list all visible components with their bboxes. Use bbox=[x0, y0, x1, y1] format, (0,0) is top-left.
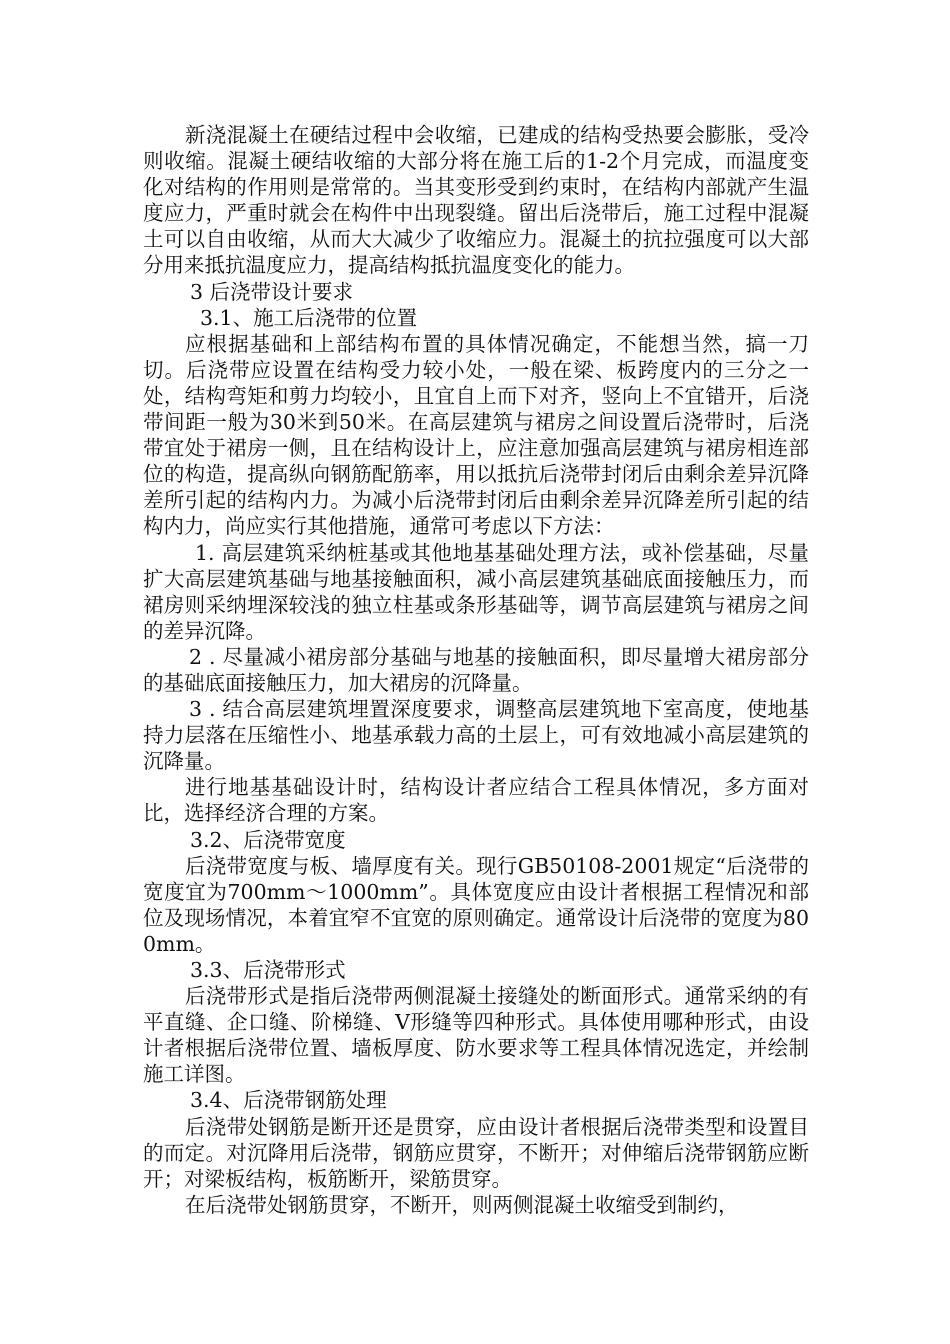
subsection-heading-3-3: 3.3、后浇带形式 bbox=[190, 958, 346, 982]
paragraph-rebar-continued: 在后浇带处钢筋贯穿，不断开，则两侧混凝土收缩受到制约， bbox=[185, 1192, 739, 1217]
list-item-1: 1. 高层建筑采纳桩基或其他地基基础处理方法，或补偿基础，尽量扩大高层建筑基础与地基接触面积，减小高层建筑基础底面接触压力，而裙房则采纳埋深较浅的独立柱基或条形基础等，调节高层建筑与裙房之间的差异沉降。 bbox=[143, 540, 809, 643]
section-heading-3: 3 后浇带设计要求 bbox=[190, 279, 354, 304]
paragraph-width: 后浇带宽度与板、墙厚度有关。现行GB50108-2001规定“后浇带的宽度宜为700mm～1000mm”。具体宽度应由设计者根据工程情况和部位及现场情况，本着宜窄不宜宽的原则确定。通常设计后浇带的宽度为800mm。 bbox=[143, 853, 809, 956]
paragraph-rebar: 后浇带处钢筋是断开还是贯穿，应由设计者根据后浇带类型和设置目的而定。对沉降用后浇带，钢筋应贯穿，不断开；对伸缩后浇带钢筋应断开；对梁板结构，板筋断开，梁筋贯穿。 bbox=[143, 1114, 809, 1191]
subsection-heading-3-4: 3.4、后浇带钢筋处理 bbox=[190, 1088, 387, 1113]
subsection-heading-3-1: 3.1、施工后浇带的位置 bbox=[200, 305, 418, 330]
paragraph-foundation-design: 进行地基基础设计时，结构设计者应结合工程具体情况，多方面对比，选择经济合理的方案。 bbox=[143, 775, 809, 826]
paragraph-position: 应根据基础和上部结构布置的具体情况确定，不能想当然，搞一刀切。后浇带应设置在结构受力较小处，一般在梁、板跨度内的三分之一处，结构弯矩和剪力均较小，且宜自上而下对齐，竖向上不宜错开，后浇带间距一般为30米到50米。在高层建筑与裙房之间设置后浇带时，后浇带宜处于裙房一侧，且在结构设计上，应注意加强高层建筑与裙房相连部位的构造，提高纵向钢筋配筋率，用以抵抗后浇带封闭后由剩余差异沉降差所引起的结构内力。为减小后浇带封闭后由剩余差异沉降差所引起的结构内力，尚应实行其他措施，通常可考虑以下方法： bbox=[143, 331, 809, 539]
list-item-3: 3 . 结合高层建筑埋置深度要求，调整高层建筑地下室高度，使地基持力层落在压缩性小、地基承载力高的土层上，可有效地减小高层建筑的沉降量。 bbox=[143, 697, 809, 774]
subsection-heading-3-2: 3.2、后浇带宽度 bbox=[190, 827, 346, 852]
list-item-2: 2 . 尽量减小裙房部分基础与地基的接触面积，即尽量增大裙房部分的基础底面接触压力，加大裙房的沉降量。 bbox=[143, 644, 809, 695]
paragraph-form: 后浇带形式是指后浇带两侧混凝土接缝处的断面形式。通常采纳的有平直缝、企口缝、阶梯缝、V形缝等四种形式。具体使用哪种形式，由设计者根据后浇带位置、墙板厚度、防水要求等工程具体情况选定，并绘制施工详图。 bbox=[143, 984, 809, 1087]
paragraph-shrinkage-intro: 新浇混凝土在硬结过程中会收缩，已建成的结构受热要会膨胀，受冷则收缩。混凝土硬结收缩的大部分将在施工后的1-2个月完成，而温度变化对结构的作用则是常常的。当其变形受到约束时，在结构内部就产生温度应力，严重时就会在构件中出现裂缝。留出后浇带后，施工过程中混凝土可以自由收缩，从而大大减少了收缩应力。混凝土的抗拉强度可以大部分用来抵抗温度应力，提高结构抵抗温度变化的能力。 bbox=[143, 123, 809, 278]
document-body bbox=[143, 122, 809, 1218]
